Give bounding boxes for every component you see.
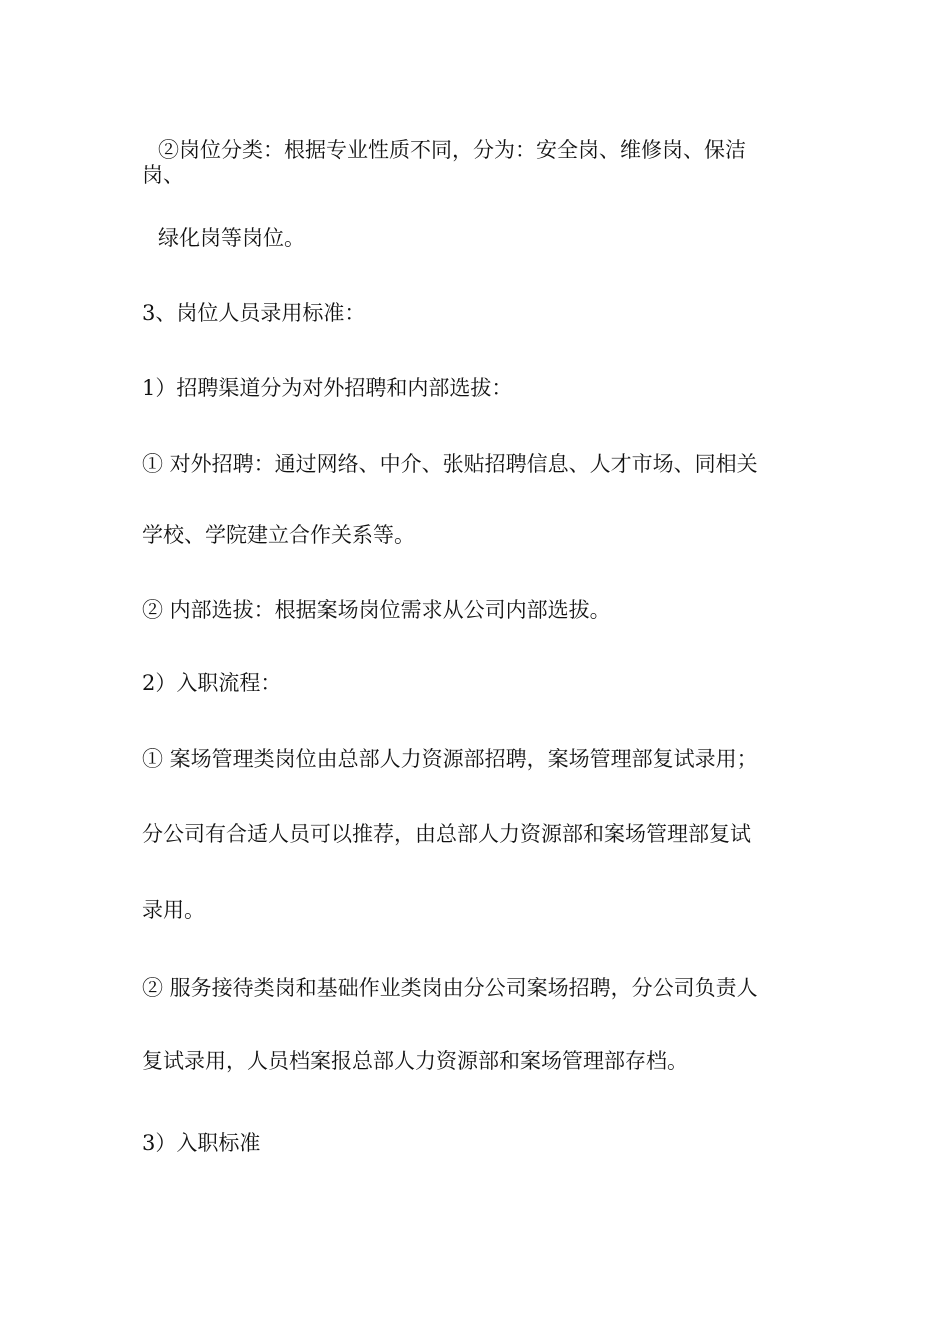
paragraph-line: 复试录用，人员档案报总部人力资源部和案场管理部存档。 — [142, 1049, 688, 1073]
paragraph-line: 学校、学院建立合作关系等。 — [142, 523, 415, 547]
paragraph-line: 录用。 — [142, 898, 205, 922]
subsection-heading: 2）入职流程： — [142, 671, 282, 695]
paragraph-line: ② 内部选拔：根据案场岗位需求从公司内部选拔。 — [142, 598, 611, 622]
paragraph-line: 绿化岗等岗位。 — [158, 226, 305, 250]
subsection-heading: 3）入职标准 — [142, 1131, 261, 1155]
section-heading: 3、岗位人员录用标准： — [142, 301, 366, 325]
paragraph-line: ① 案场管理类岗位由总部人力资源部招聘，案场管理部复试录用； — [142, 747, 758, 771]
subsection-heading: 1）招聘渠道分为对外招聘和内部选拔： — [142, 376, 513, 400]
paragraph-line: ② 服务接待类岗和基础作业类岗由分公司案场招聘，分公司负责人 — [142, 976, 758, 1000]
paragraph-line: 分公司有合适人员可以推荐，由总部人力资源部和案场管理部复试 — [142, 822, 751, 846]
paragraph-line: ① 对外招聘：通过网络、中介、张贴招聘信息、人才市场、同相关 — [142, 452, 758, 476]
paragraph-line: 岗、 — [142, 163, 184, 187]
paragraph-line: ②岗位分类：根据专业性质不同，分为：安全岗、维修岗、保洁 — [158, 138, 746, 162]
